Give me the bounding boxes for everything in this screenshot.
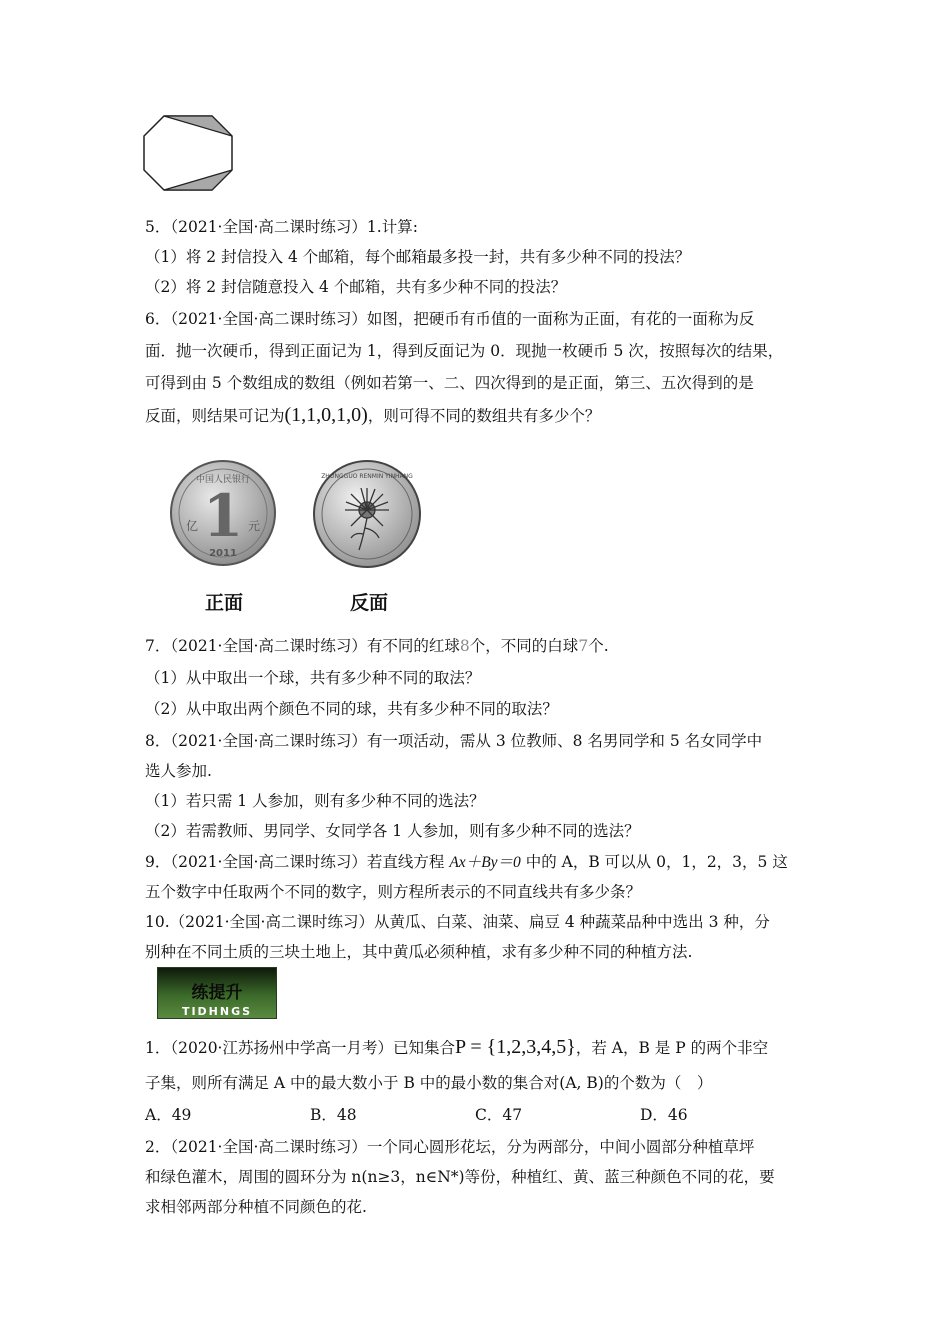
q7-stem-a: 7．（2021·全国·高二课时练习）有不同的红球 <box>145 637 460 655</box>
banner-title: 练提升 <box>191 983 243 1003</box>
p1-set-expression: P = {1,2,3,4,5} <box>455 1036 576 1058</box>
q9-line1-b: 中的 A，B 可以从 0，1，2，3，5 这 <box>520 853 788 871</box>
q7-stem <box>145 635 609 657</box>
option-d: D．46 <box>640 1106 688 1124</box>
q7-part2: （2）从中取出两个颜色不同的球，共有多少种不同的取法？ <box>145 700 558 718</box>
q6-line4-text-a: 反面，则结果可记为 <box>145 407 285 425</box>
q6-line3: 可得到由 5 个数组成的数组（例如若第一、二、四次得到的是正面，第三、五次得到的是 <box>145 374 754 392</box>
q6-line1: 6．（2021·全国·高二课时练习）如图，把硬币有币值的一面称为正面，有花的一面称为反 <box>145 310 755 328</box>
option-c: C．47 <box>475 1106 523 1124</box>
coin-front-left-char: 亿 <box>185 519 199 533</box>
q5-part1: （1）将 2 封信投入 4 个邮箱，每个邮箱最多投一封，共有多少种不同的投法？ <box>145 248 691 266</box>
p1-line2: 子集，则所有满足 A 中的最大数小于 B 中的最小数的集合对(A, B)的个数为（ ） <box>145 1074 713 1092</box>
q8-line1: 8．（2021·全国·高二课时练习）有一项活动，需从 3 位教师、8 名男同学和 5 名女同学中 <box>145 732 763 750</box>
q7-white-count: 7 <box>578 637 589 655</box>
coin-back-image <box>311 458 423 570</box>
q9-line2: 五个数字中任取两个不同的数字，则方程所表示的不同直线共有多少条？ <box>145 883 642 901</box>
p1-line1 <box>145 1036 768 1059</box>
q6-array-expression: (1,1,0,1,0) <box>284 404 368 426</box>
q7-red-count: 8 <box>459 637 470 655</box>
p1-line1-b: ，若 A，B 是 P 的两个非空 <box>575 1039 769 1057</box>
coin-front-top-text: 中国人民银行 <box>195 475 251 485</box>
q8-line2: 选人参加. <box>145 762 212 780</box>
q9-line1-a: 9．（2021·全国·高二课时练习）若直线方程 <box>145 853 450 871</box>
coin-back-label: 反面 <box>350 592 389 614</box>
q5-stem: 5．（2021·全国·高二课时练习）1.计算: <box>145 218 418 236</box>
p2-line2: 和绿色灌木，周围的圆环分为 n(n≥3，n∈N*)等份，种植红、黄、蓝三种颜色不同的花，要 <box>145 1168 775 1186</box>
option-b: B．48 <box>310 1106 357 1124</box>
q10-line1: 10.（2021·全国·高二课时练习）从黄瓜、白菜、油菜、扁豆 4 种蔬菜品种中选出 3 种，分 <box>145 913 770 931</box>
q7-stem-b: 个，不同的白球 <box>469 637 579 655</box>
q6-line4 <box>145 404 600 427</box>
q7-stem-c: 个. <box>588 637 609 655</box>
q7-part1: （1）从中取出一个球，共有多少种不同的取法？ <box>145 669 481 687</box>
q8-part1: （1）若只需 1 人参加，则有多少种不同的选法？ <box>145 792 485 810</box>
p1-line1-a: 1．（2020·江苏扬州中学高一月考）已知集合 <box>145 1039 455 1057</box>
coin-front-image <box>168 458 278 568</box>
q5-part2: （2）将 2 封信随意投入 4 个邮箱，共有多少种不同的投法？ <box>145 278 567 296</box>
coin-back-top-text: ZHONGGUO RENMIN YINHANG <box>321 473 413 480</box>
q8-part2: （2）若需教师、男同学、女同学各 1 人参加，则有多少种不同的选法？ <box>145 822 640 840</box>
q6-line2: 面．抛一次硬币，得到正面记为 1，得到反面记为 0．现抛一枚硬币 5 次，按照每次的结果， <box>145 342 784 360</box>
option-a: A．49 <box>145 1106 192 1124</box>
banner-subtitle: TIDHNGS <box>181 1005 253 1018</box>
q9-line1 <box>145 851 788 874</box>
section-banner <box>157 967 277 1019</box>
p2-line1: 2．（2021·全国·高二课时练习）一个同心圆形花坛，分为两部分，中间小圆部分种植草坪 <box>145 1138 755 1156</box>
coin-front-value: 1 <box>202 482 244 550</box>
octagon-figure <box>140 112 236 194</box>
p2-line3: 求相邻两部分种植不同颜色的花. <box>145 1198 367 1216</box>
q10-line2: 别种在不同土质的三块土地上，其中黄瓜必须种植，求有多少种不同的种植方法. <box>145 943 693 961</box>
coin-front-right-char: 元 <box>247 519 261 533</box>
coin-front-year: 2011 <box>209 548 237 559</box>
q9-equation: Ax＋By＝0 <box>449 854 521 871</box>
q6-line4-text-b: ，则可得不同的数组共有多少个？ <box>367 407 601 425</box>
coin-front-label: 正面 <box>205 592 244 614</box>
